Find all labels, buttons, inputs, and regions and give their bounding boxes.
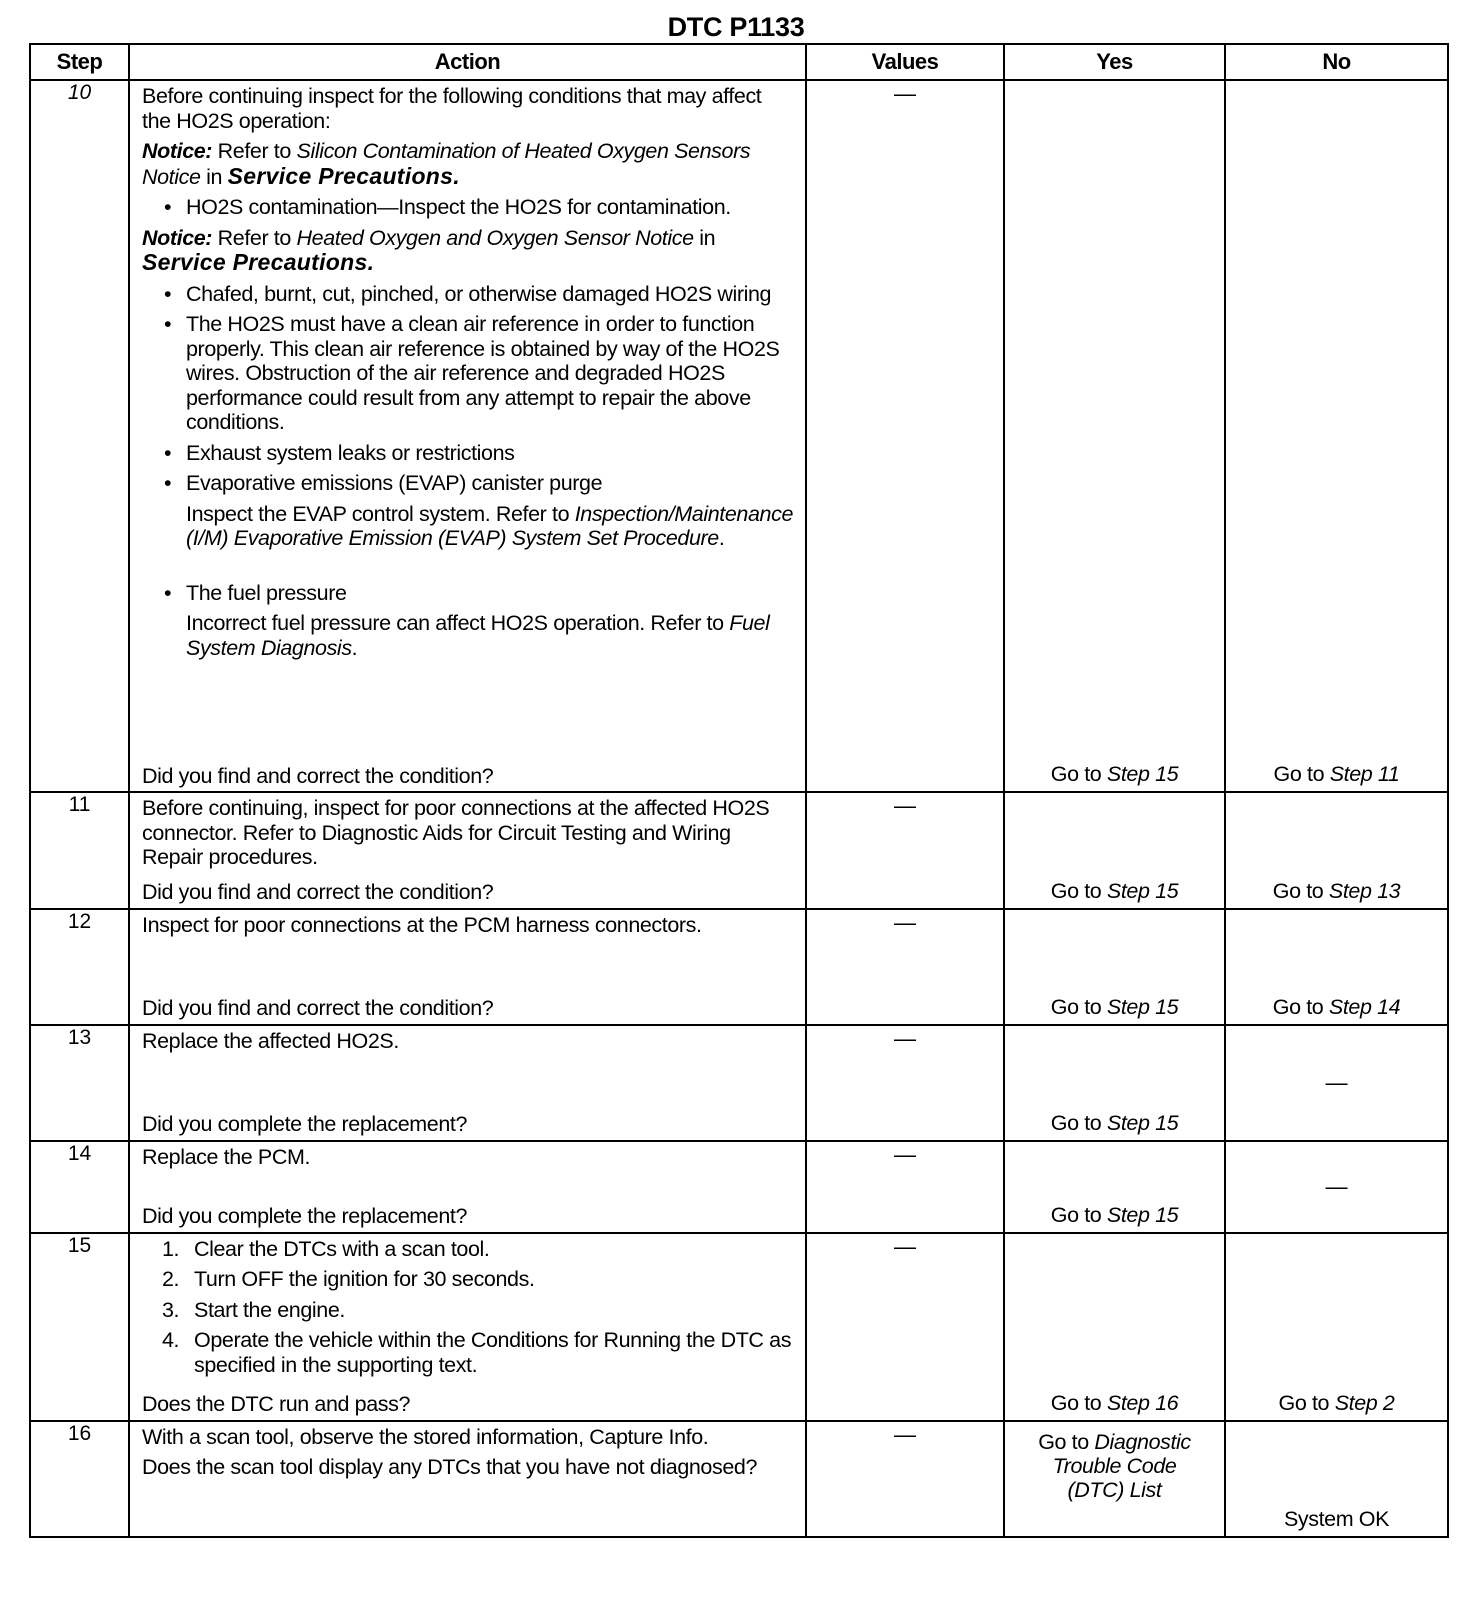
yes-goto: Go to Step 15 <box>1050 762 1179 786</box>
no-goto: Go to Step 14 <box>1272 994 1401 1019</box>
no-cell <box>1225 909 1448 1025</box>
action-question: Did you complete the replacement? <box>142 1204 468 1228</box>
no-result: System OK <box>1283 1506 1390 1531</box>
no-goto: Go to Step 13 <box>1272 878 1401 903</box>
bullet-item: • Evaporative emissions (EVAP) canister purge <box>142 471 793 496</box>
bullet-item: • Exhaust system leaks or restrictions <box>142 441 793 466</box>
sub-paragraph: Inspect the EVAP control system. Refer to Inspection/Maintenance (I/M) Evaporative Emission (EVAP) System Set Procedure. <box>186 501 793 550</box>
table-row <box>30 80 1448 792</box>
numbered-item: 1. Clear the DTCs with a scan tool. <box>162 1236 490 1261</box>
yes-cell <box>1004 1233 1225 1421</box>
table-row <box>30 1141 1448 1233</box>
no-dash: — <box>1325 1173 1348 1199</box>
no-cell <box>1225 1421 1448 1537</box>
action-question: Does the scan tool display any DTCs that you have not diagnosed? <box>142 1455 758 1479</box>
step-number: 13 <box>30 1025 129 1141</box>
table-row <box>30 909 1448 1025</box>
values-cell: — <box>806 792 1004 909</box>
page-title: DTC P1133 <box>667 12 805 42</box>
table-row <box>30 1233 1448 1421</box>
yes-cell <box>1004 1025 1225 1141</box>
values-cell: — <box>806 1421 1004 1537</box>
numbered-item: 2. Turn OFF the ignition for 30 seconds. <box>162 1267 535 1291</box>
values-cell: — <box>806 909 1004 1025</box>
no-cell <box>1225 1233 1448 1421</box>
no-cell <box>1225 80 1448 792</box>
dtc-table <box>29 43 1449 1538</box>
numbered-item: 3. Start the engine. <box>162 1297 345 1322</box>
numbered-item: 4. Operate the vehicle within the Conditions for Running the DTC as specified in the supporting text. <box>162 1328 792 1377</box>
action-text: Before continuing, inspect for poor connections at the affected HO2S connector. Refer to Diagnostic Aids for Circuit Testing and Wiring Repair procedures. <box>142 796 770 869</box>
action-cell <box>129 1233 806 1421</box>
yes-goto: Go to Step 15 <box>1050 1202 1179 1227</box>
step-number: 16 <box>30 1421 129 1537</box>
yes-goto: Go to Step 15 <box>1050 878 1179 903</box>
no-cell <box>1225 1025 1448 1141</box>
step-number: 15 <box>30 1233 129 1421</box>
values-cell: — <box>806 1141 1004 1233</box>
values-cell: — <box>806 1025 1004 1141</box>
table-header-row <box>30 44 1448 80</box>
step-number: 10 <box>30 80 129 792</box>
header-step: Step <box>30 44 129 80</box>
table-row <box>30 1421 1448 1537</box>
values-cell: — <box>806 1233 1004 1421</box>
bullet-item: • Chafed, burnt, cut, pinched, or otherwise damaged HO2S wiring <box>142 282 793 307</box>
bullet-item: • HO2S contamination—Inspect the HO2S for contamination. <box>142 195 793 220</box>
yes-cell <box>1004 909 1225 1025</box>
yes-goto: Go to Step 15 <box>1050 1110 1179 1135</box>
header-no: No <box>1225 44 1448 80</box>
action-question: Did you find and correct the condition? <box>142 880 494 904</box>
sub-paragraph: Incorrect fuel pressure can affect HO2S operation. Refer to Fuel System Diagnosis. <box>186 611 770 660</box>
yes-cell <box>1004 80 1225 792</box>
no-dash: — <box>1325 1069 1348 1095</box>
yes-goto: Go to Step 16 <box>1050 1390 1179 1415</box>
action-cell <box>129 1025 806 1141</box>
bullet-item: • The HO2S must have a clean air reference in order to function properly. This clean air reference is obtained by way of the HO2S wires. Obstruction of the air reference and degraded HO2S performance could result from any attempt to repair the above conditions. <box>142 312 793 435</box>
bullet-item: • The fuel pressure <box>142 581 793 606</box>
action-question: Did you complete the replacement? <box>142 1112 468 1136</box>
header-yes: Yes <box>1004 44 1225 80</box>
header-action: Action <box>129 44 806 80</box>
yes-cell <box>1004 1421 1225 1537</box>
yes-cell <box>1004 792 1225 909</box>
action-cell <box>129 1421 806 1537</box>
notice: Notice: Refer to Heated Oxygen and Oxygen Sensor Notice in Service Precautions. <box>142 225 716 275</box>
step-number: 11 <box>30 792 129 909</box>
no-goto: Go to Step 2 <box>1278 1390 1395 1415</box>
table-row <box>30 792 1448 909</box>
step-number: 12 <box>30 909 129 1025</box>
action-text: Inspect for poor connections at the PCM harness connectors. <box>142 912 702 937</box>
header-values: Values <box>806 44 1004 80</box>
action-cell <box>129 909 806 1025</box>
no-cell <box>1225 792 1448 909</box>
yes-cell <box>1004 1141 1225 1233</box>
action-cell <box>129 80 806 792</box>
notice: Notice: Refer to Silicon Contamination of Heated Oxygen Sensors Notice in Service Precautions. <box>142 139 751 189</box>
action-question: Did you find and correct the condition? <box>142 763 494 788</box>
values-cell: — <box>806 80 1004 792</box>
action-text: Replace the affected HO2S. <box>142 1028 399 1053</box>
action-question: Does the DTC run and pass? <box>142 1392 411 1416</box>
table-row <box>30 1025 1448 1141</box>
action-text: Before continuing inspect for the following conditions that may affect the HO2S operation: <box>142 84 762 133</box>
no-goto: Go to Step 11 <box>1273 762 1400 786</box>
action-question: Did you find and correct the condition? <box>142 996 494 1020</box>
action-cell <box>129 1141 806 1233</box>
yes-goto: Go to Step 15 <box>1050 994 1179 1019</box>
action-text: Replace the PCM. <box>142 1144 311 1169</box>
no-cell <box>1225 1141 1448 1233</box>
action-text: With a scan tool, observe the stored information, Capture Info. <box>142 1424 709 1449</box>
yes-goto: Go to Diagnostic Trouble Code (DTC) List <box>1038 1429 1191 1502</box>
step-number: 14 <box>30 1141 129 1233</box>
action-cell <box>129 792 806 909</box>
